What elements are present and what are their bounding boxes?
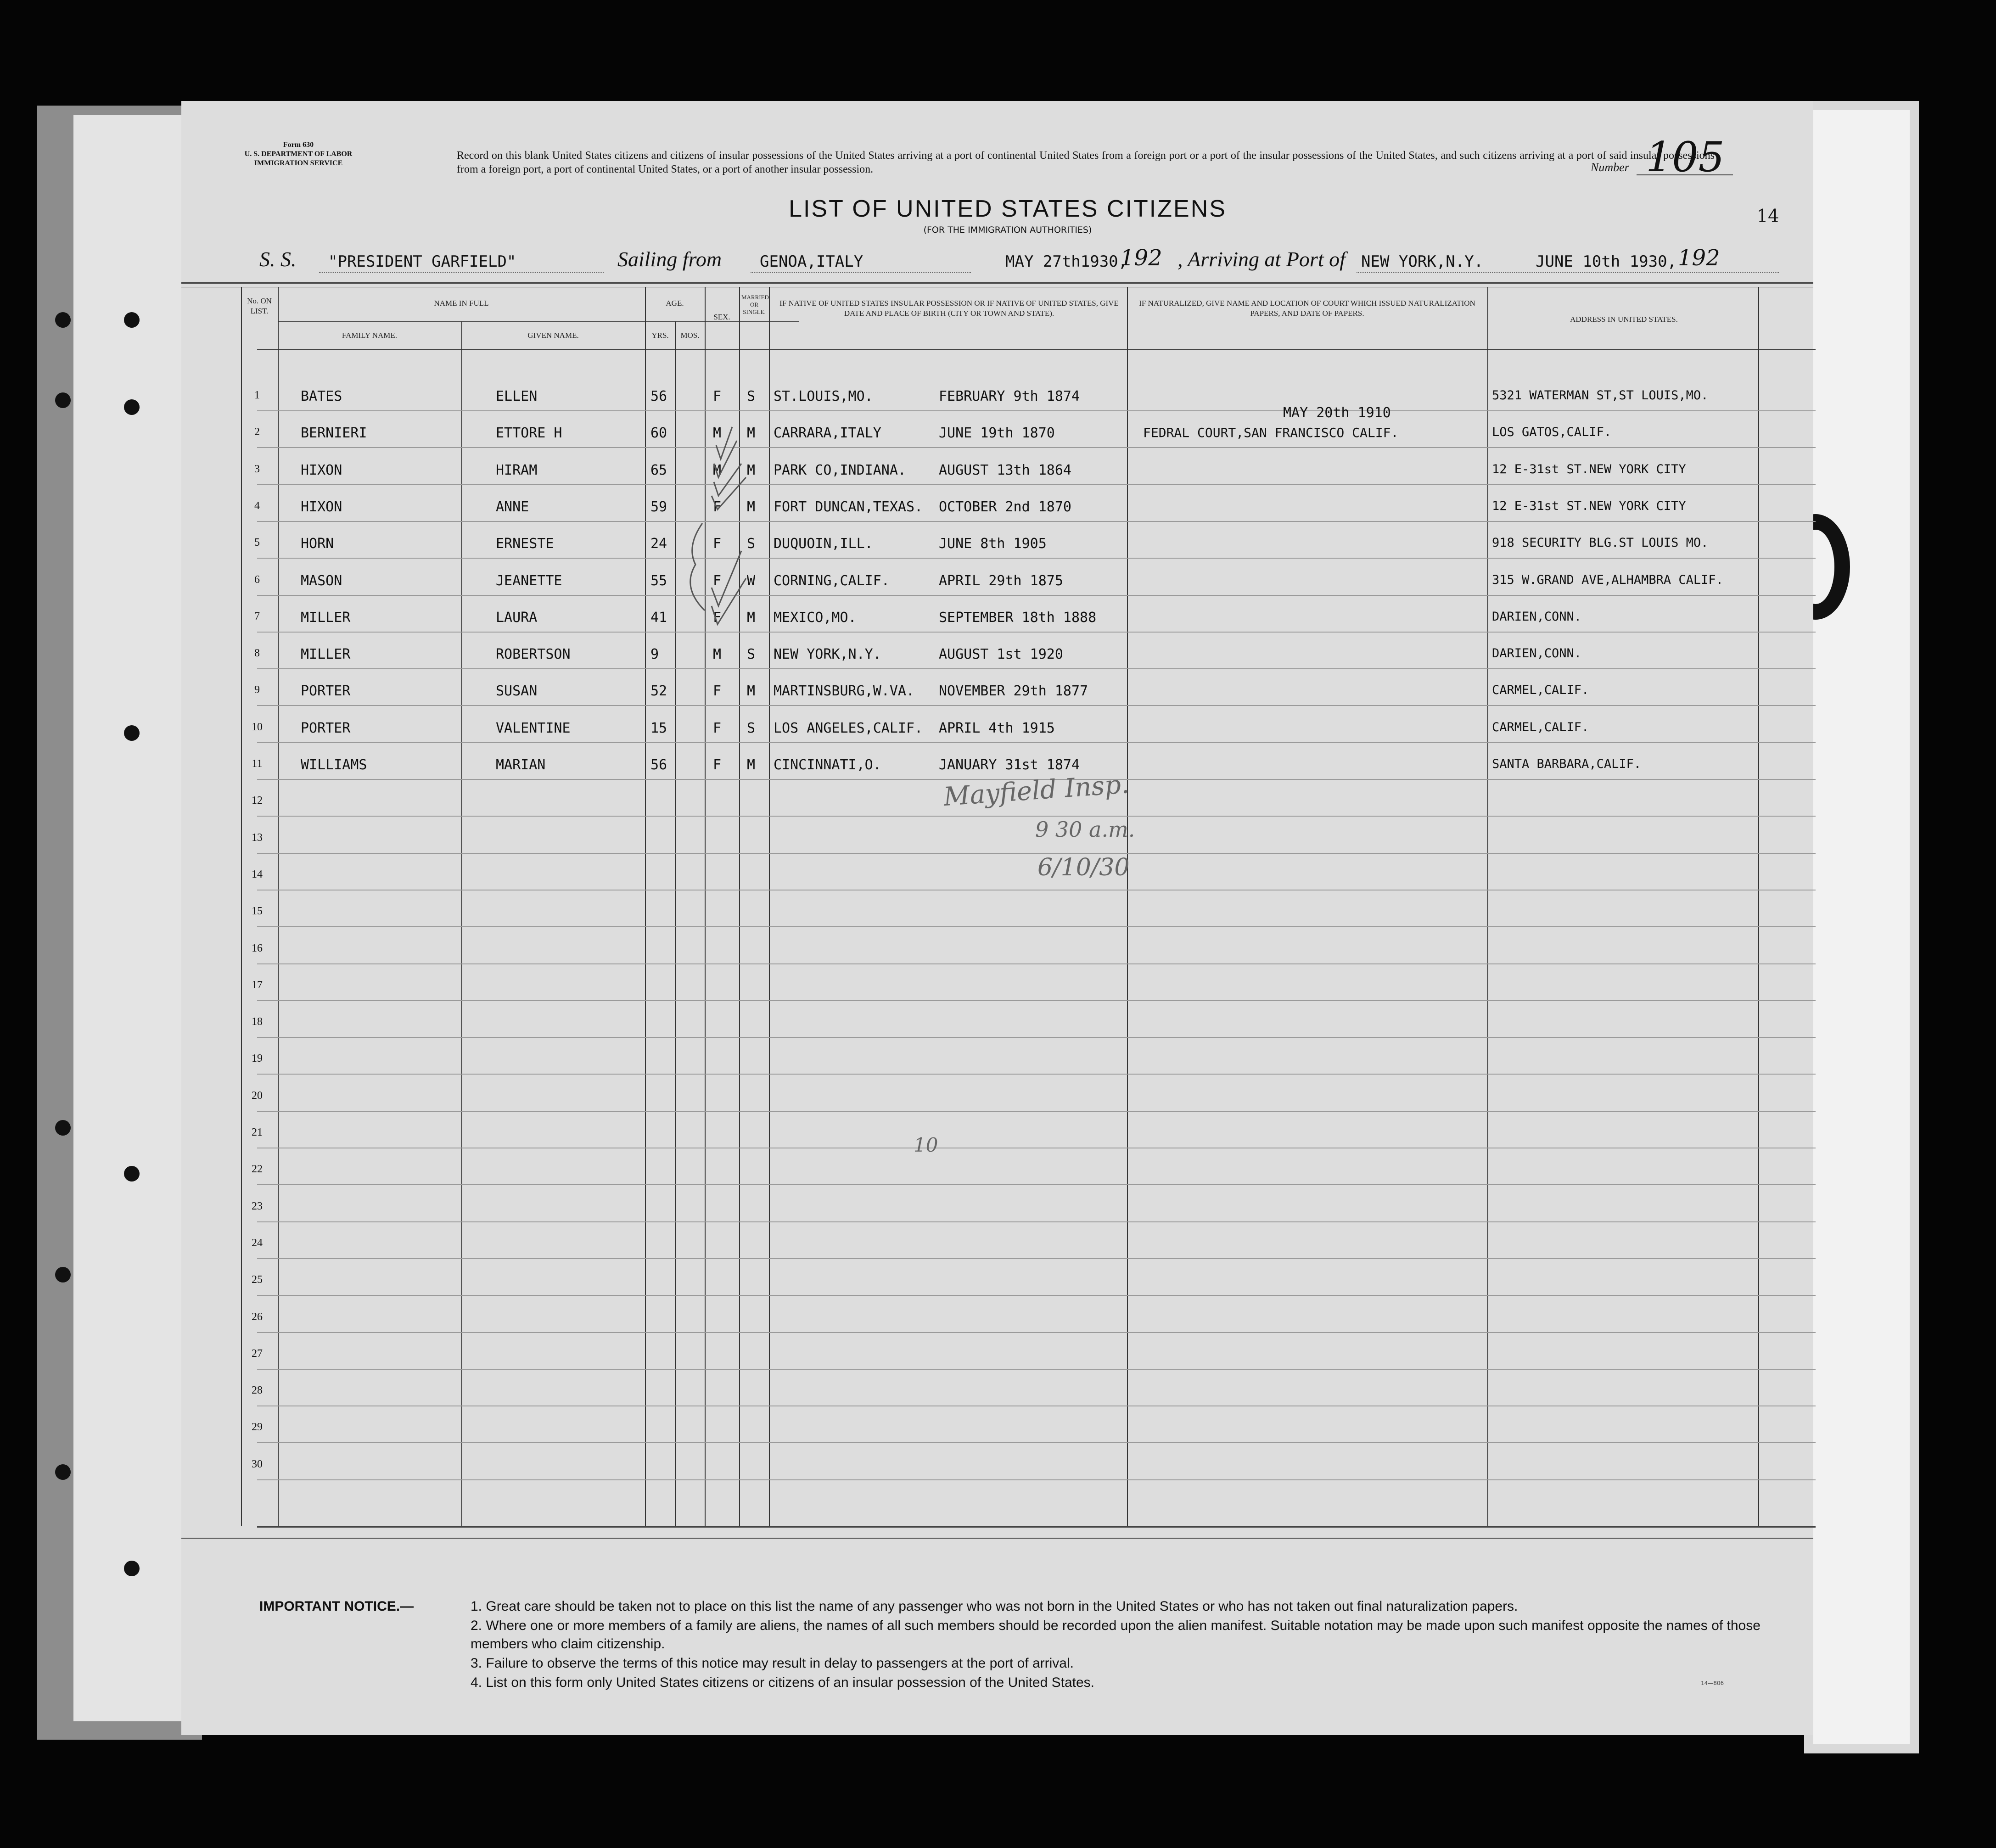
column-divider — [1127, 287, 1128, 1526]
year-suffix: 192 — [1678, 245, 1720, 271]
birthplace-cell: ST.LOUIS,MO. — [774, 388, 873, 404]
arrival-underline — [1357, 272, 1779, 273]
row-rule — [257, 1258, 1816, 1259]
birth-date-cell: AUGUST 13th 1864 — [939, 462, 1071, 478]
row-number: 27 — [252, 1348, 263, 1360]
family-name-cell: PORTER — [301, 683, 351, 699]
record-instructions: Record on this blank United States citizens and citizens of insular possessions of the United States arriving at a port of continental United States from a foreign port or a port of the insular possessions of the United States, and such citizens arriving at a port of said insular possessions from a foreign port, a port of continental United States, or a port of another insular possession. — [457, 150, 1715, 175]
address-cell: SANTA BARBARA,CALIF. — [1492, 757, 1642, 771]
notice-item: 4. List on this form only United States citizens or citizens of an insular possession of the United States. — [471, 1675, 1095, 1690]
notice-heading: IMPORTANT NOTICE.— — [259, 1599, 414, 1614]
row-number: 28 — [252, 1384, 263, 1396]
col-head-married: MARRIED OR SINGLE. — [741, 294, 769, 315]
row-rule — [257, 816, 1816, 817]
row-number: 3 — [254, 463, 260, 475]
birthplace-cell: CARRARA,ITALY — [774, 425, 881, 441]
row-rule — [257, 1295, 1816, 1296]
punch-hole — [55, 312, 71, 328]
address-cell: DARIEN,CONN. — [1492, 610, 1582, 624]
number-value: 105 — [1646, 133, 1725, 181]
notice-item: 3. Failure to observe the terms of this notice may result in delay to passengers at the port of arrival. — [471, 1656, 1074, 1671]
address-cell: 918 SECURITY BLG.ST LOUIS MO. — [1492, 536, 1709, 550]
family-name-cell: MILLER — [301, 610, 351, 626]
sex-cell: M — [713, 462, 722, 478]
row-number: 22 — [252, 1163, 263, 1175]
age-years-cell: 41 — [650, 610, 667, 626]
marital-status-cell: M — [747, 683, 756, 699]
age-years-cell: 65 — [650, 462, 667, 478]
col-head-age: AGE. — [666, 299, 684, 308]
given-name-cell: HIRAM — [496, 462, 538, 478]
birthplace-cell: MEXICO,MO. — [774, 610, 857, 626]
col-head-naturalized: IF NATURALIZED, GIVE NAME AND LOCATION OF COURT WHICH ISSUED NATURALIZATION PAPERS, AND DATE OF PAPERS. — [1139, 299, 1475, 318]
birthplace-cell: FORT DUNCAN,TEXAS. — [774, 499, 923, 515]
sex-cell: M — [713, 425, 722, 441]
row-number: 29 — [252, 1421, 263, 1433]
row-number: 1 — [254, 389, 260, 401]
marital-status-cell: M — [747, 757, 756, 773]
address-cell: 5321 WATERMAN ST,ST LOUIS,MO. — [1492, 388, 1709, 403]
marital-status-cell: W — [747, 573, 756, 589]
row-number: 7 — [254, 610, 260, 622]
table-bottom-border — [257, 1526, 1816, 1528]
department: U. S. DEPARTMENT OF LABOR — [244, 150, 353, 158]
given-name-cell: ERNESTE — [496, 536, 554, 552]
column-divider — [461, 321, 462, 1526]
row-number: 15 — [252, 905, 263, 917]
birth-date-cell: SEPTEMBER 18th 1888 — [939, 610, 1097, 626]
age-years-cell: 24 — [650, 536, 667, 552]
birth-date-cell: AUGUST 1st 1920 — [939, 646, 1063, 662]
number-label: Number — [1591, 161, 1629, 174]
col-head-given: GIVEN NAME. — [527, 331, 579, 340]
given-name-cell: MARIAN — [496, 757, 546, 773]
family-name-cell: BATES — [301, 388, 342, 404]
marital-status-cell: S — [747, 388, 756, 404]
family-name-cell: BERNIERI — [301, 425, 367, 441]
row-rule — [257, 1074, 1816, 1075]
row-number: 25 — [252, 1274, 263, 1286]
check-marks — [668, 349, 833, 900]
family-name-cell: MASON — [301, 573, 342, 589]
row-number: 26 — [252, 1311, 263, 1323]
birthplace-cell: DUQUOIN,ILL. — [774, 536, 873, 552]
row-rule — [257, 1000, 1816, 1001]
naturalization-court-cell: FEDRAL COURT,SAN FRANCISCO CALIF. — [1143, 425, 1399, 440]
ship-name: "PRESIDENT GARFIELD" — [328, 252, 516, 271]
row-number: 12 — [252, 795, 263, 806]
col-head-address: ADDRESS IN UNITED STATES. — [1570, 315, 1678, 324]
check-mark — [712, 551, 746, 624]
row-number: 19 — [252, 1053, 263, 1064]
row-number: 6 — [254, 574, 260, 586]
punch-hole — [55, 392, 71, 408]
arriving-label: , Arriving at Port of — [1177, 247, 1346, 271]
age-years-cell: 15 — [650, 720, 667, 736]
birthplace-cell: PARK CO,INDIANA. — [774, 462, 906, 478]
form-number: Form 630 — [283, 141, 314, 149]
family-name-cell: WILLIAMS — [301, 757, 367, 773]
given-name-cell: ETTORE H — [496, 425, 562, 441]
row-number: 4 — [254, 500, 260, 512]
column-divider — [1758, 287, 1759, 1526]
row-number: 5 — [254, 537, 260, 549]
row-number: 20 — [252, 1090, 263, 1102]
column-divider — [1487, 287, 1488, 1526]
sex-cell: F — [713, 610, 722, 626]
punch-hole — [124, 1561, 140, 1576]
row-rule — [257, 632, 1816, 633]
row-rule — [257, 853, 1816, 854]
given-name-cell: ELLEN — [496, 388, 538, 404]
row-rule — [257, 1037, 1816, 1038]
given-name-cell: SUSAN — [496, 683, 538, 699]
page-number: 14 — [1757, 206, 1779, 226]
age-years-cell: 9 — [650, 646, 659, 662]
inspector-signature: Mayfield Insp. — [942, 769, 1130, 812]
col-head-mos: MOS. — [680, 331, 700, 340]
form-code: 14—806 — [1701, 1680, 1724, 1686]
number-underline — [1637, 174, 1733, 175]
marital-status-cell: S — [747, 646, 756, 662]
row-number: 17 — [252, 979, 263, 991]
arrival-port: NEW YORK,N.Y. — [1361, 252, 1484, 271]
address-cell: 315 W.GRAND AVE,ALHAMBRA CALIF. — [1492, 573, 1723, 587]
sex-cell: F — [713, 757, 722, 773]
row-number: 10 — [252, 721, 263, 733]
punch-hole — [55, 1120, 71, 1136]
row-number: 13 — [252, 832, 263, 844]
birth-date-cell: JUNE 19th 1870 — [939, 425, 1055, 441]
page-title: LIST OF UNITED STATES CITIZENS — [789, 196, 1227, 222]
year-suffix: 192 — [1120, 245, 1162, 271]
punch-hole — [124, 725, 140, 741]
punch-hole — [55, 1267, 71, 1282]
column-divider — [645, 287, 646, 1526]
notice-item: 2. Where one or more members of a family are aliens, the names of all such members should be recorded upon the alien manifest. Suitable notation may be made upon such manifest opposite the names of those members who claim citizenship. — [471, 1618, 1761, 1652]
col-head-birth: IF NATIVE OF UNITED STATES INSULAR POSSESSION OR IF NATIVE OF UNITED STATES, GIVE DATE AND PLACE OF BIRTH (CITY OR TOWN AND STATE). — [779, 299, 1119, 318]
row-rule — [257, 410, 1816, 411]
address-cell: 12 E-31st ST.NEW YORK CITY — [1492, 499, 1686, 513]
given-name-cell: LAURA — [496, 610, 538, 626]
row-rule — [257, 668, 1816, 669]
given-name-cell: ANNE — [496, 499, 529, 515]
row-rule — [257, 1332, 1816, 1333]
address-cell: 12 E-31st ST.NEW YORK CITY — [1492, 462, 1686, 476]
row-rule — [257, 447, 1816, 448]
right-back-sheet-inner — [1813, 110, 1910, 1744]
row-rule — [257, 558, 1816, 559]
row-rule — [257, 705, 1816, 706]
notice-item: 1. Great care should be taken not to place on this list the name of any passenger who was not born in the United States or who has not taken out final naturalization papers. — [471, 1599, 1518, 1614]
age-years-cell: 55 — [650, 573, 667, 589]
page-subtitle: (FOR THE IMMIGRATION AUTHORITIES) — [923, 225, 1092, 235]
birth-date-cell: APRIL 4th 1915 — [939, 720, 1055, 736]
inspection-date: 6/10/30 — [1037, 854, 1130, 881]
age-years-cell: 56 — [650, 757, 667, 773]
marital-status-cell: S — [747, 720, 756, 736]
age-years-cell: 52 — [650, 683, 667, 699]
col-head-sex: SEX. — [713, 313, 730, 321]
bracket-mark — [690, 523, 705, 610]
address-cell: CARMEL,CALIF. — [1492, 720, 1589, 734]
punch-hole — [55, 1464, 71, 1480]
birthplace-cell: MARTINSBURG,W.VA. — [774, 683, 915, 699]
service: IMMIGRATION SERVICE — [254, 159, 343, 167]
birth-date-cell: JUNE 8th 1905 — [939, 536, 1047, 552]
sailing-port: GENOA,ITALY — [760, 252, 863, 271]
sailing-underline — [751, 272, 971, 273]
row-rule — [257, 521, 1816, 522]
address-cell: LOS GATOS,CALIF. — [1492, 425, 1612, 439]
sex-cell: F — [713, 388, 722, 404]
col-head-name: NAME IN FULL — [434, 299, 489, 308]
row-rule — [257, 1369, 1816, 1370]
birth-date-cell: FEBRUARY 9th 1874 — [939, 388, 1080, 404]
row-rule — [257, 484, 1816, 485]
form-header — [236, 140, 360, 168]
row-number: 16 — [252, 942, 263, 954]
age-years-cell: 56 — [650, 388, 667, 404]
given-name-cell: ROBERTSON — [496, 646, 571, 662]
row-number: 8 — [254, 647, 260, 659]
birth-date-cell: APRIL 29th 1875 — [939, 573, 1063, 589]
row-number: 14 — [252, 868, 263, 880]
row-number: 24 — [252, 1237, 263, 1249]
handwritten-mark: 10 — [914, 1134, 938, 1156]
marital-status-cell: M — [747, 610, 756, 626]
row-number: 23 — [252, 1200, 263, 1212]
row-rule — [257, 926, 1816, 927]
ss-label: S. S. — [259, 247, 297, 271]
row-number: 2 — [254, 426, 260, 438]
row-rule — [257, 742, 1816, 743]
row-number: 9 — [254, 684, 260, 696]
column-divider — [278, 287, 279, 1526]
punch-hole — [124, 312, 140, 328]
ship-underline — [319, 272, 604, 273]
age-years-cell: 60 — [650, 425, 667, 441]
sex-cell: F — [713, 683, 722, 699]
row-number: 18 — [252, 1016, 263, 1028]
row-rule — [257, 1442, 1816, 1443]
family-name-cell: HORN — [301, 536, 334, 552]
row-number: 11 — [252, 758, 263, 770]
col-head-number: No. ON LIST. — [247, 297, 272, 315]
row-rule — [257, 1479, 1816, 1480]
table-top-border — [181, 282, 1813, 284]
col-head-family: FAMILY NAME. — [342, 331, 398, 340]
sex-cell: F — [713, 720, 722, 736]
row-number: 21 — [252, 1126, 263, 1138]
birth-date-cell: JANUARY 31st 1874 — [939, 757, 1080, 773]
inspection-time: 9 30 a.m. — [1035, 817, 1135, 842]
marital-status-cell: M — [747, 425, 756, 441]
manifest-page — [181, 101, 1813, 1735]
marital-status-cell: M — [747, 462, 756, 478]
birthplace-cell: CINCINNATI,O. — [774, 757, 881, 773]
binder-back-sheet-inner — [73, 115, 193, 1721]
given-name-cell: VALENTINE — [496, 720, 571, 736]
sailing-date: MAY 27th1930, — [1005, 252, 1128, 271]
check-mark — [712, 427, 746, 510]
family-name-cell: PORTER — [301, 720, 351, 736]
col-head-yrs: YRS. — [651, 331, 669, 340]
sex-cell: F — [713, 573, 722, 589]
arrival-date: JUNE 10th 1930, — [1536, 252, 1677, 271]
naturalization-date-cell: MAY 20th 1910 — [1283, 405, 1391, 421]
sailing-label: Sailing from — [617, 247, 722, 271]
row-number: 30 — [252, 1458, 263, 1470]
row-rule — [257, 1184, 1816, 1185]
punch-hole — [124, 1166, 140, 1182]
row-rule — [257, 1221, 1816, 1222]
sex-cell: F — [713, 536, 722, 552]
birth-date-cell: OCTOBER 2nd 1870 — [939, 499, 1071, 515]
family-name-cell: HIXON — [301, 499, 342, 515]
family-name-cell: HIXON — [301, 462, 342, 478]
address-cell: CARMEL,CALIF. — [1492, 683, 1589, 697]
table-bottom-border-thin — [181, 1538, 1813, 1539]
row-rule — [257, 963, 1816, 964]
sex-cell: F — [713, 499, 722, 515]
birthplace-cell: LOS ANGELES,CALIF. — [774, 720, 923, 736]
marital-status-cell: M — [747, 499, 756, 515]
header-bottom-border — [257, 349, 1816, 350]
marital-status-cell: S — [747, 536, 756, 552]
punch-hole — [124, 399, 140, 415]
address-cell: DARIEN,CONN. — [1492, 646, 1582, 661]
birthplace-cell: CORNING,CALIF. — [774, 573, 890, 589]
row-rule — [257, 595, 1816, 596]
column-divider — [241, 287, 242, 1526]
family-name-cell: MILLER — [301, 646, 351, 662]
birthplace-cell: NEW YORK,N.Y. — [774, 646, 881, 662]
sex-cell: M — [713, 646, 722, 662]
birth-date-cell: NOVEMBER 29th 1877 — [939, 683, 1088, 699]
age-years-cell: 59 — [650, 499, 667, 515]
row-rule — [257, 1111, 1816, 1112]
given-name-cell: JEANETTE — [496, 573, 562, 589]
